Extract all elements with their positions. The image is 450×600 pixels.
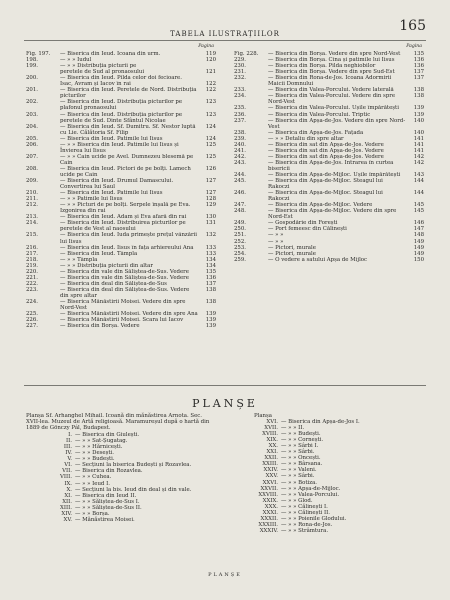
figure-number: 220. — [26, 268, 39, 275]
plate-number: XII. — [62, 498, 72, 505]
plate-number: XXIV. — [263, 467, 278, 474]
figure-number: 223. — [26, 286, 39, 293]
plate-entry — [232, 528, 424, 534]
figure-caption: — Biserica din Borșa. Vedere din spre Nord-Vest — [268, 51, 401, 58]
plate-description: — » » Strâmtura. — [281, 527, 329, 534]
figure-caption: — Biserica din Apșa-de-Jos. Intrarea în curtea bisericii — [268, 159, 394, 172]
figure-caption: — Biserica din Apșa-de-Jos. Fațada — [268, 129, 364, 136]
figure-number: 214. — [26, 220, 39, 227]
figure-caption: — Biserica din Valea-Porcului. Ușile împărătești — [268, 105, 399, 112]
figure-page: 146 — [413, 220, 424, 227]
figure-caption: — » » Tâmpla — [60, 256, 98, 263]
figure-number: 226. — [26, 317, 39, 324]
figure-number: 235. — [234, 105, 247, 112]
figure-caption: — O vedere a satului Apșa de Mijloc — [268, 256, 368, 263]
figure-caption: — » » Detaliu din spre altar — [268, 135, 344, 142]
plate-number: IV. — [65, 450, 72, 457]
figure-caption: — Biserica din Rona-de-Jos. Icoana Adormirii Maicii Domnului — [268, 75, 392, 88]
plate-description: — » » Săliștea-de-Sus I. — [75, 498, 140, 505]
plates-list-right — [232, 413, 424, 534]
plate-intro-text: Sf. Arhanghel Mihail. Icoană din mănăstirea Arnota. Sec. XVII-lea. Muzeul de Artă religioasă. Maramureșul după o hartă din 1889 de Gönczy Pál, Budapest. — [26, 413, 210, 432]
figure-number: 244. — [234, 171, 247, 178]
figure-entry — [26, 232, 216, 244]
plate-number: XXVIII. — [258, 491, 278, 498]
figure-number: 247. — [234, 202, 247, 209]
figure-number: 252. — [234, 238, 247, 245]
figure-caption: — Pictori, murale — [268, 250, 316, 257]
footer-label: PLANȘE — [208, 572, 242, 578]
figure-page: 145 — [413, 208, 424, 215]
figure-page: 136 — [205, 274, 216, 281]
page-title: TABELA ILUSTRAȚIILOR — [170, 30, 280, 38]
figure-caption: — Biserica din Apșa-de-Jos. Vedere din spre Nord-Vest — [268, 117, 406, 130]
figure-page: 134 — [205, 256, 216, 263]
plate-number: X. — [66, 486, 72, 493]
figure-number: 206. — [26, 141, 39, 148]
plate-description: — » » Bârsana. — [281, 461, 323, 468]
figure-caption: — Gospodărie din Forești — [268, 220, 338, 227]
plate-description: — » » Valea-Porcului. — [281, 491, 340, 498]
figure-page: 133 — [205, 244, 216, 251]
figure-caption: — Biserica din Apșa-de-Mijloc. Vedere din spre Nord-Est — [268, 208, 397, 221]
figure-page: 148 — [413, 232, 424, 239]
figure-number: 237. — [234, 117, 247, 124]
figure-number: 224. — [26, 298, 39, 305]
figure-caption: — Biserica din Ieud. Adam și Eva afară din rai — [60, 214, 187, 221]
plate-description: — » » Călinești I. — [281, 503, 328, 510]
figure-number: 221. — [26, 274, 39, 281]
figure-number: 236. — [234, 111, 247, 118]
figure-caption: — » » — [268, 238, 284, 245]
figure-page: 140 — [413, 129, 424, 136]
figure-number: 251. — [234, 232, 247, 239]
figure-number: 222. — [26, 280, 39, 287]
plate-number: VIII. — [60, 474, 72, 481]
plate-number: XV. — [63, 516, 72, 523]
figure-caption: — Biserica din Ieud. Patimile lui Iisus — [60, 190, 163, 197]
plate-description: — » » Desești. — [75, 450, 114, 457]
figure-number: 239. — [234, 135, 247, 142]
figures-column-left — [26, 44, 216, 329]
figure-caption: — Biserica din deal din Săliștea-de-Sus. Vedere din spre altar — [60, 286, 190, 299]
figure-page: 142 — [413, 159, 424, 166]
figure-number: 212. — [26, 202, 39, 209]
figure-caption: — Biserica din Ieud. Peretele de Nord. Distribuția picturilor — [60, 87, 197, 100]
plate-description: — Biserica din Ieud II. — [75, 492, 137, 499]
column-heading: Pagina — [406, 44, 422, 49]
figure-caption: — » » Iudul — [60, 57, 92, 64]
plate-description: — » » Călinești II. — [281, 509, 330, 516]
plate-number: II. — [66, 438, 72, 445]
figure-caption: — Biserica Mănăstirii Moisei. Scara lui Iacov — [60, 317, 184, 324]
figure-number: 246. — [234, 190, 247, 197]
figure-page: 142 — [413, 153, 424, 160]
plates-heading: PLANȘE — [192, 397, 258, 410]
figure-number: 207. — [26, 153, 39, 160]
figure-page: 140 — [413, 117, 424, 124]
figure-caption: Isac, Avram și Iacov în rai — [60, 81, 131, 88]
figure-page: 122 — [205, 87, 216, 94]
plate-number: XXIX. — [262, 497, 278, 504]
figure-caption: — Port femeesc din Călinești — [268, 226, 347, 233]
plate-number: XXII. — [264, 455, 278, 462]
figure-page: 123 — [205, 111, 216, 118]
plate-number: XX. — [268, 443, 278, 450]
figure-caption: — Biserica din vale din Săliștea-de-Sus. Vedere — [60, 274, 189, 281]
figure-number: 250. — [234, 226, 247, 233]
figure-page: 139 — [413, 105, 424, 112]
plate-number: XXI. — [266, 449, 278, 456]
figure-caption: — Biserica din Ieud. Pictori de pe bolți. Lamech ucide pe Cain — [60, 165, 191, 178]
figure-number: 249. — [234, 220, 247, 227]
figure-page: 147 — [413, 226, 424, 233]
figure-page: 137 — [413, 75, 424, 82]
plate-description: — Mănăstirea Moisei. — [75, 516, 135, 523]
figure-number: 231. — [234, 69, 247, 76]
plates-right-heading: Planșa — [253, 413, 272, 419]
plate-description: — Biserica din Apșa-de-Jos I. — [281, 419, 360, 426]
figure-number: 209. — [26, 178, 39, 185]
figure-number: 241. — [234, 147, 247, 154]
plate-number: XXXII. — [260, 515, 278, 522]
figure-entry — [234, 160, 424, 172]
figure-caption: — Biserica din Ieud. Sf. Dumitru. Sf. Nestor luptă cu Lie. Călătoria Sf. Filip — [60, 123, 196, 136]
figure-number: 205. — [26, 135, 39, 142]
figure-number: 213. — [26, 214, 39, 221]
plate-number: I. — [68, 432, 72, 439]
figure-caption: — » » Distribuția picturii pe — [60, 63, 137, 70]
figure-page: 141 — [413, 141, 424, 148]
figure-page: 144 — [413, 190, 424, 197]
figure-caption: — Biserica din Ieud. Icoana din urm. — [60, 51, 161, 58]
figure-caption: — » » — [268, 232, 284, 239]
figure-page: 133 — [205, 250, 216, 257]
figure-caption: — » » Patimile lui Iisus — [60, 196, 123, 203]
figure-caption: — Biserica din Ieud. Patimile lui Iisus — [60, 135, 163, 142]
figure-caption: — » » Picturi de pe bolți. Serpele înșală pe Eva. Izgonirea din rai — [60, 202, 191, 215]
figure-page: 137 — [205, 280, 216, 287]
figure-number: 215. — [26, 232, 39, 239]
figure-entry — [26, 323, 216, 329]
figure-number: 227. — [26, 323, 39, 330]
figure-caption: — Biserica din Apșa-de-Mijloc. Steagul lui Rakoczi — [268, 178, 383, 191]
figure-page: 149 — [413, 238, 424, 245]
figure-caption: — Biserica din Ieud. Pilda celor doi fecioare. — [60, 75, 182, 82]
figure-entry — [26, 112, 216, 124]
figure-page: 124 — [205, 123, 216, 130]
plate-description: — » » Sârbi. — [281, 449, 315, 456]
figure-entry — [26, 154, 216, 166]
plate-number: XXXI. — [262, 509, 278, 516]
figure-entry — [234, 118, 424, 130]
figure-number: 234. — [234, 93, 247, 100]
figure-caption: — Biserica din vale din Săliștea-de-Sus. Vedere — [60, 268, 189, 275]
plate-number: XXIII. — [262, 461, 278, 468]
figure-caption: — Biserica din Ieud. Distribuirea picturilor pe peretele de Vest al naosului — [60, 220, 186, 233]
figure-caption: — Biserica din Apșa-de-Mijloc. Steagul lui Rakoczi — [268, 190, 383, 203]
figure-number: 225. — [26, 311, 39, 318]
plate-description: — » » Botiza. — [281, 479, 317, 486]
plate-number: XXV. — [265, 473, 278, 480]
figure-page: 121 — [205, 69, 216, 76]
plate-number: XIII. — [60, 504, 72, 511]
figure-page: 141 — [413, 135, 424, 142]
figure-entry — [26, 166, 216, 178]
plate-number: XXX. — [264, 503, 278, 510]
figure-page: 120 — [205, 57, 216, 64]
figure-number: 216. — [26, 244, 39, 251]
figure-caption: — Biserica din Valea-Porcului. Vedere laterală — [268, 87, 394, 94]
figure-number: 254. — [234, 250, 247, 257]
figure-caption: — Biserica din Ieud. Tâmpla — [60, 250, 138, 257]
figure-caption: — Biserica din deal din Săliștea-de-Sus — [60, 280, 167, 287]
figure-caption: — Biserica din Borșa. Vedere — [60, 323, 140, 330]
plate-number: XXXIII. — [258, 521, 278, 528]
figure-number: 230. — [234, 63, 247, 70]
figure-caption: — Biserica Mănăstirii Moisei. Vedere din spre Nord-Vest — [60, 298, 186, 312]
figure-number: 240. — [234, 141, 247, 148]
plate-number: XVI. — [266, 419, 278, 426]
figure-number: 248. — [234, 208, 247, 215]
figure-caption: — » » Distribuția picturii din altar — [60, 262, 153, 269]
figure-caption: — Biserica din Borșa. Vedere din spre Sud-Est — [268, 69, 395, 76]
plate-description: — » » Săliștea-de-Sus II. — [75, 504, 142, 511]
plate-description: — » » Valeni. — [281, 467, 317, 474]
figure-number: 242. — [234, 153, 247, 160]
figure-entry — [234, 178, 424, 190]
column-heading: Pagina — [198, 44, 214, 49]
figure-entry — [26, 299, 216, 311]
figure-page: 132 — [205, 232, 216, 239]
figure-page: 136 — [413, 63, 424, 70]
plate-description: — » » Sârbi. — [281, 473, 315, 480]
plate-description: — » » Glod. — [281, 497, 313, 504]
plate-number: IX. — [64, 480, 72, 487]
figure-caption: — Biserica din Borșa. Cina și patimile lui Iisus — [268, 57, 395, 64]
figure-number: 198. — [26, 57, 39, 64]
plate-number: XIX. — [266, 437, 278, 444]
figure-entry — [26, 202, 216, 214]
plates-list-left — [26, 413, 216, 523]
figure-caption: — Biserica din Valea-Porcului. Vedere din spre Nord-Vest — [268, 93, 396, 106]
figure-page: 128 — [205, 196, 216, 203]
plate-description: — » » II. — [281, 425, 305, 432]
figure-number: 217. — [26, 250, 39, 257]
plate-number: VII. — [62, 468, 72, 475]
figure-entry — [26, 142, 216, 154]
figure-number: 233. — [234, 87, 247, 94]
figure-page: 136 — [413, 57, 424, 64]
figure-page: 127 — [205, 178, 216, 185]
figure-page: 129 — [205, 202, 216, 209]
figure-page: 139 — [413, 111, 424, 118]
plate-number: XVIII. — [262, 431, 278, 438]
figure-page: 139 — [205, 323, 216, 330]
figure-caption: — Biserica din sat din Apșa-de-Jos. Vedere — [268, 141, 384, 148]
plate-entry — [26, 517, 216, 523]
figure-page: 138 — [413, 93, 424, 100]
figure-page: 125 — [205, 153, 216, 160]
figure-caption: — Biserica din Valea-Porcului. Triptic — [268, 111, 371, 118]
figure-number: 200. — [26, 75, 39, 82]
figure-page: 123 — [205, 99, 216, 106]
figure-number: 199. — [26, 63, 39, 70]
figure-entry — [234, 190, 424, 202]
section-divider — [24, 385, 426, 386]
figure-caption: — Pictori, murale — [268, 244, 316, 251]
figure-page: 126 — [205, 165, 216, 172]
plate-description: — » » Ieud I. — [75, 480, 110, 487]
figure-number: 204. — [26, 123, 39, 130]
figure-page: 150 — [413, 256, 424, 263]
figure-number: 218. — [26, 256, 39, 263]
figure-page: 138 — [413, 87, 424, 94]
plate-number: XXXIV. — [259, 527, 278, 534]
figure-number: 203. — [26, 111, 39, 118]
figure-page: 138 — [205, 286, 216, 293]
figure-page: 135 — [205, 268, 216, 275]
figure-caption: — Biserica din Ieud. Drumul Damascului. Convertirea lui Saul — [60, 178, 174, 191]
figure-entry — [26, 87, 216, 99]
figure-number: 208. — [26, 165, 39, 172]
plate-description: — Secțiuni la bis. Ieud din deal și din vale. — [75, 486, 192, 493]
figure-number: 238. — [234, 129, 247, 136]
plate-number: XI. — [64, 492, 72, 499]
plate-description: — » » Budești. — [281, 431, 321, 438]
plate-description: — Biserica din Rozavlea. — [75, 468, 143, 475]
figure-caption: peretele de Sud al pronaosului — [60, 69, 145, 76]
figure-page: 143 — [413, 171, 424, 178]
plate-description: — » » Sat-Șugatag. — [75, 438, 128, 445]
figure-page: 125 — [205, 141, 216, 148]
figure-number: 243. — [234, 159, 247, 166]
plate-description: — » » Cornești. — [281, 437, 324, 444]
figure-number: 211. — [26, 196, 39, 203]
figure-page: 124 — [205, 135, 216, 142]
plate-number: XVII. — [264, 425, 278, 432]
figure-caption: — Biserica din sat din Apșa-de-Jos. Vedere — [268, 147, 384, 154]
figure-page: 138 — [205, 298, 216, 305]
top-divider — [24, 40, 426, 41]
figure-caption: — Biserica din Ieud. Iuda primește prețul vânzării lui Iisus — [60, 232, 197, 245]
figure-entry — [234, 208, 424, 220]
figure-page: 127 — [205, 190, 216, 197]
plate-number: V. — [67, 456, 72, 463]
plate-intro-label: Planșa — [26, 413, 45, 419]
figure-page: 139 — [205, 311, 216, 318]
figure-number: 253. — [234, 244, 247, 251]
figure-page: 137 — [413, 69, 424, 76]
plate-description: — » » Oncești. — [281, 455, 321, 462]
plate-number: XXVI. — [262, 479, 278, 486]
figure-caption: — Biserica din sat din Apșa-de-Jos. Vedere — [268, 153, 384, 160]
figure-entry — [26, 99, 216, 111]
figure-number: 219. — [26, 262, 39, 269]
figure-number: Fig. 197. — [26, 51, 51, 58]
figure-page: 135 — [413, 51, 424, 58]
figure-page: 119 — [205, 51, 216, 58]
plate-number: III. — [63, 444, 72, 451]
plate-number: XXVII. — [260, 485, 278, 492]
figure-entry — [26, 287, 216, 299]
plate-description: — » » Borșa. — [75, 510, 110, 517]
figure-page: 139 — [205, 317, 216, 324]
figure-caption: — Biserica din Borșa. Pilda neghiobilor — [268, 63, 376, 70]
figure-entry — [234, 93, 424, 105]
figure-entry — [234, 75, 424, 87]
figure-caption: — Biserica din Ieud. Distribuția picturilor pe plafonul pronaosului — [60, 99, 183, 112]
figure-entry — [26, 178, 216, 190]
figure-page: 134 — [205, 262, 216, 269]
figure-caption: — Biserica din Apșa-de-Mijloc. Ușile împărătești — [268, 171, 401, 178]
figure-entry — [26, 220, 216, 232]
figure-number: 210. — [26, 190, 39, 197]
figure-entry — [234, 257, 424, 263]
figure-page: 149 — [413, 250, 424, 257]
figure-page: 131 — [205, 220, 216, 227]
plate-number: XIV. — [61, 510, 72, 517]
figure-page: 145 — [413, 202, 424, 209]
plate-description: — » » Poienile Glodului. — [281, 515, 347, 522]
figure-page: 141 — [413, 147, 424, 154]
figure-caption: — » » Cain ucide pe Avel. Dumnezeu blesemă pe Cain — [60, 153, 194, 166]
plate-description: — » » Cuhea. — [75, 474, 112, 481]
figure-caption: — Biserica din Apșa-de-Mijloc. Vedere — [268, 202, 373, 209]
figure-page: 122 — [205, 81, 216, 88]
figure-caption: — » » Biserica din Ieud. Patimile lui Iisus și Învierea lui Iisus — [60, 141, 179, 154]
plate-intro — [26, 413, 216, 431]
figures-column-right — [234, 44, 424, 263]
plate-description: — » » Apșa-de-Mijloc. — [281, 485, 341, 492]
figure-page: 144 — [413, 178, 424, 185]
plate-description: — » » Budești. — [75, 456, 115, 463]
figure-caption: — Biserica Mănăstirii Moisei. Vedere din spre Ana — [60, 311, 198, 318]
figure-number: 245. — [234, 178, 247, 185]
figure-caption: — Biserica din Ieud. Distribuția picturilor pe peretele de Sud. Dinte Sfântul Nicolae — [60, 111, 183, 124]
figure-number: 232. — [234, 75, 247, 82]
plate-description: — » » Rona-de-Jos. — [281, 521, 333, 528]
figure-number: 202. — [26, 99, 39, 106]
figure-number: Fig. 228. — [234, 51, 259, 58]
plate-description: — Biserica din Giulești. — [75, 432, 140, 439]
page-number: 165 — [399, 18, 426, 34]
figure-page: 149 — [413, 244, 424, 251]
figure-list-left — [26, 51, 216, 329]
figure-caption: — Biserica din Ieud. Iisus în fața arhiereului Ana — [60, 244, 194, 251]
figure-page: 130 — [205, 214, 216, 221]
plate-number: VI. — [64, 462, 72, 469]
plate-description: — » » Hărnicești. — [75, 444, 123, 451]
figure-list-right — [234, 51, 424, 263]
figure-number: 259. — [234, 256, 247, 263]
figure-number: 229. — [234, 57, 247, 64]
figure-entry — [26, 124, 216, 136]
figure-number: 201. — [26, 87, 39, 94]
plate-description: — Secțiuni la biserica Budești și Rozavlea. — [75, 462, 192, 469]
plate-description: — » » Sârbi I. — [281, 443, 319, 450]
